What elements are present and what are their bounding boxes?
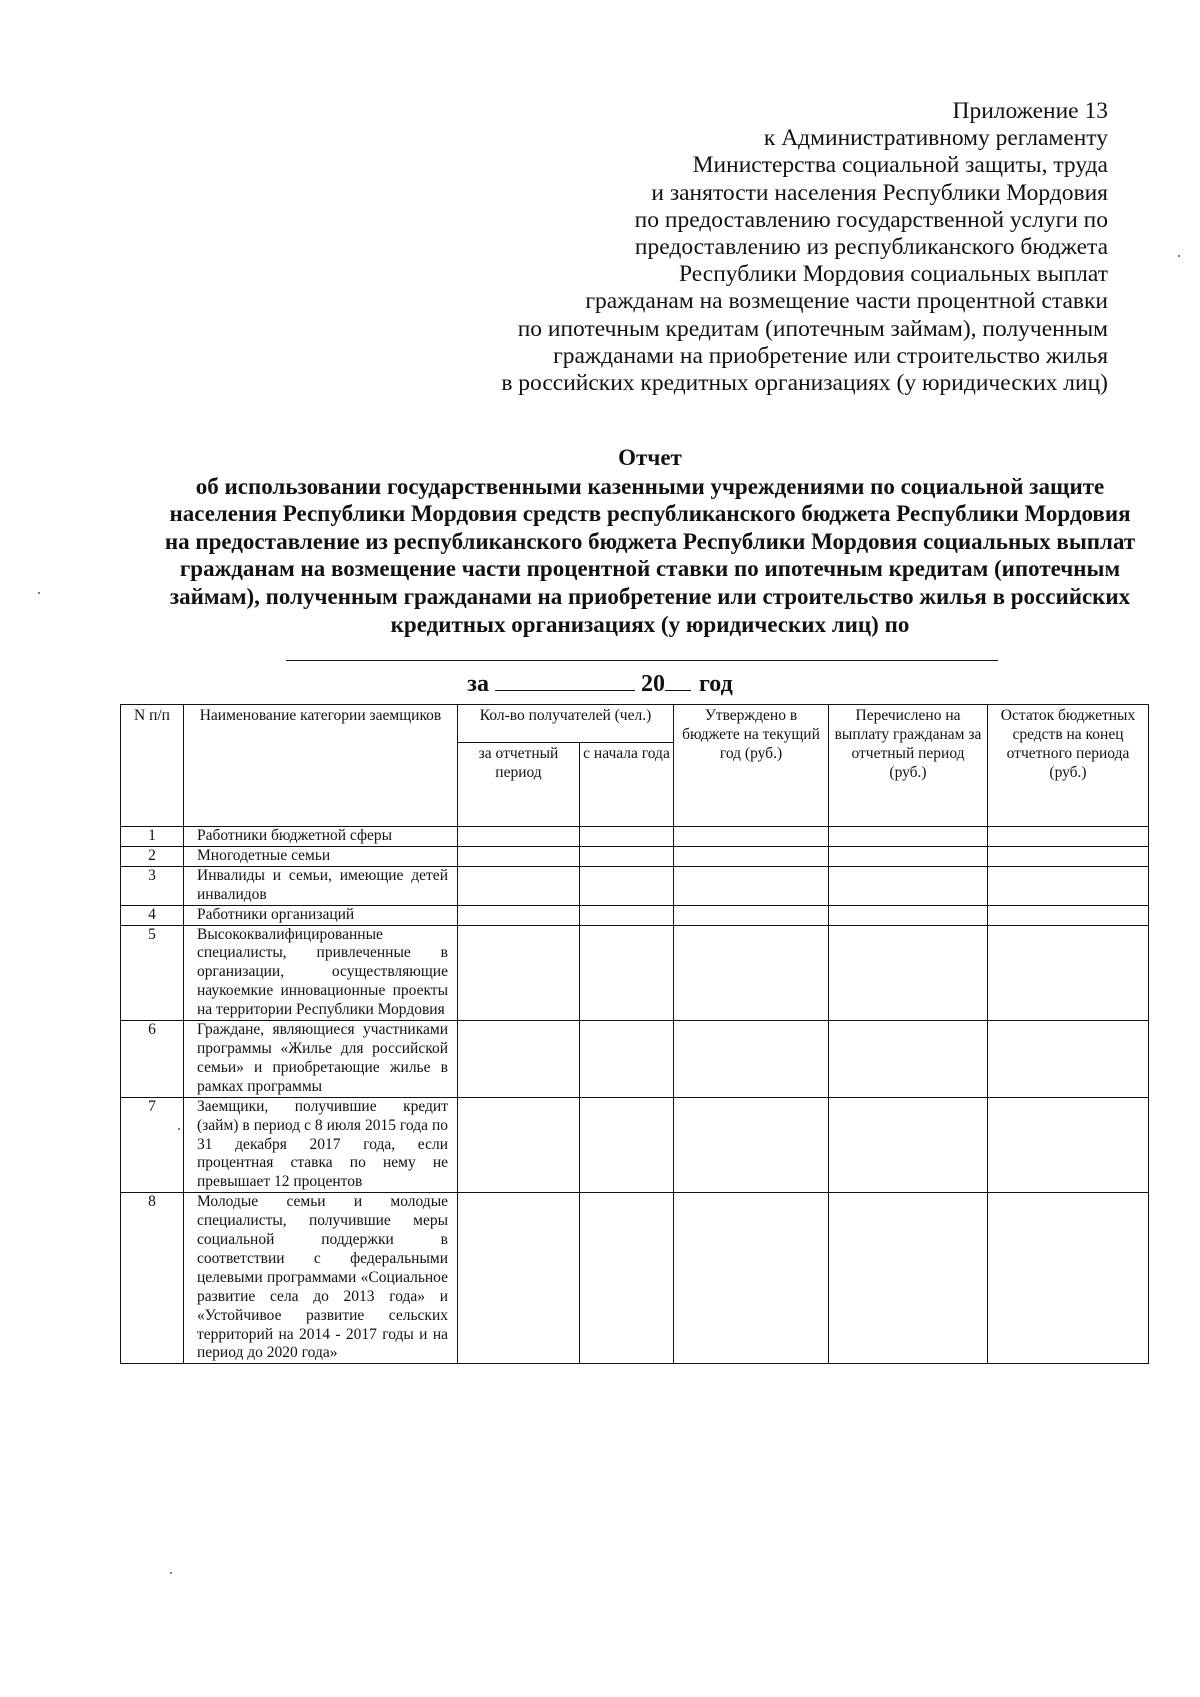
header-remainder: Остаток бюджетных средств на конец отчетного периода (руб.) — [988, 705, 1149, 827]
cell-approved[interactable] — [674, 1193, 829, 1364]
scan-speck — [1178, 255, 1180, 257]
row-category: Многодетные семьи — [184, 846, 458, 866]
cell-recipients-year[interactable] — [580, 846, 674, 866]
header-category: Наименование категории заемщиков — [184, 705, 458, 827]
appendix-line: Приложение 13 — [952, 98, 1108, 124]
header-transferred: Перечислено на выплату гражданам за отчетный период (руб.) — [829, 705, 988, 827]
cell-recipients-year[interactable] — [580, 866, 674, 905]
cell-recipients-year[interactable] — [580, 905, 674, 925]
cell-recipients-year[interactable] — [580, 827, 674, 847]
cell-transferred[interactable] — [829, 827, 988, 847]
row-number: 2 — [121, 846, 184, 866]
table-row — [121, 1097, 1149, 1193]
cell-remainder[interactable] — [988, 866, 1149, 905]
row-category: Работники организаций — [184, 905, 458, 925]
appendix-line: предоставлению из республиканского бюджета — [634, 234, 1108, 261]
report-subtitle-line: на предоставление из республиканского бюджета Республики Мордовия социальных выплат — [164, 528, 1136, 554]
row-category: Молодые семьи и молодые специалисты, получившие меры социальной поддержки в соответствии с федеральными целевыми программами «Социальное развитие села до 2013 года» и «Устойчивое развитие сельских территорий на 2014 - 2017 годы и на период до 2020 года» — [184, 1193, 458, 1364]
row-number: 4 — [121, 905, 184, 925]
cell-recipients-year[interactable] — [580, 1193, 674, 1364]
appendix-line: по ипотечным кредитам (ипотечным займам), полученным — [517, 315, 1108, 342]
cell-approved[interactable] — [674, 925, 829, 1021]
cell-approved[interactable] — [674, 1021, 829, 1098]
cell-recipients-year[interactable] — [580, 925, 674, 1021]
header-recipients: Кол-во получателей (чел.) — [458, 705, 674, 743]
appendix-line: к Административному регламенту — [763, 125, 1108, 152]
cell-approved[interactable] — [674, 827, 829, 847]
cell-approved[interactable] — [674, 905, 829, 925]
cell-recipients-period[interactable] — [458, 1193, 580, 1364]
appendix-line: в российских кредитных организациях (у юридических лиц) — [501, 370, 1108, 397]
cell-recipients-period[interactable] — [458, 1021, 580, 1098]
cell-recipients-period[interactable] — [458, 925, 580, 1021]
cell-transferred[interactable] — [829, 905, 988, 925]
appendix-line: и занятости населения Республики Мордовия — [651, 179, 1108, 206]
cell-transferred[interactable] — [829, 1021, 988, 1098]
report-subtitle-line: гражданам на возмещение части процентной ставки по ипотечным кредитам (ипотечным — [179, 556, 1121, 582]
row-number: 8 — [121, 1193, 184, 1364]
cell-approved[interactable] — [674, 866, 829, 905]
appendix-line: Республики Мордовия социальных выплат — [678, 261, 1108, 288]
row-category: Высококвалифицированные специалисты, привлеченные в организации, осуществляющие наукоемкие инновационные проекты на территории Республики Мордовия — [184, 925, 458, 1021]
scan-speck — [178, 1128, 180, 1130]
cell-recipients-year[interactable] — [580, 1021, 674, 1098]
cell-recipients-year[interactable] — [580, 1097, 674, 1193]
table-row — [121, 846, 1149, 866]
table-row — [121, 925, 1149, 1021]
cell-recipients-period[interactable] — [458, 905, 580, 925]
cell-transferred[interactable] — [829, 1193, 988, 1364]
cell-recipients-period[interactable] — [458, 846, 580, 866]
period-prefix: за — [467, 671, 489, 697]
cell-remainder[interactable] — [988, 925, 1149, 1021]
cell-remainder[interactable] — [988, 1097, 1149, 1193]
header-recipients-year: с начала года — [580, 743, 674, 827]
cell-transferred[interactable] — [829, 866, 988, 905]
row-category: Инвалиды и семьи, имеющие детей инвалидов — [184, 866, 458, 905]
cell-recipients-period[interactable] — [458, 1097, 580, 1193]
report-period-line — [0, 668, 1200, 699]
row-category: Заемщики, получившие кредит (займ) в период с 8 июля 2015 года по 31 декабря 2017 года, если процентная ставка по нему не превышает 12 процентов — [184, 1097, 458, 1193]
scan-speck — [38, 592, 40, 594]
row-number: 1 — [121, 827, 184, 847]
cell-approved[interactable] — [674, 1097, 829, 1193]
row-category: Работники бюджетной сферы — [184, 827, 458, 847]
report-subtitle-line: кредитных организациях (у юридических лиц) по — [390, 611, 910, 637]
report-subtitle-line: населения Республики Мордовия средств республиканского бюджета Республики Мордовия — [169, 501, 1131, 527]
row-number: 5 — [121, 925, 184, 1021]
period-year-prefix: 20 — [640, 671, 665, 697]
row-category: Граждане, являющиеся участниками программы «Жилье для российской семьи» и приобретающие жилье в рамках программы — [184, 1021, 458, 1098]
table-row — [121, 866, 1149, 905]
table-row — [121, 905, 1149, 925]
header-num: N п/п — [121, 705, 184, 827]
header-recipients-period: за отчетный период — [458, 743, 580, 827]
cell-remainder[interactable] — [988, 905, 1149, 925]
report-subtitle-line: об использовании государственными казенными учреждениями по социальной защите — [195, 473, 1105, 499]
report-title-block — [60, 444, 1200, 638]
appendix-line: Министерства социальной защиты, труда — [692, 152, 1108, 179]
appendix-line: гражданами на приобретение или строительство жилья — [553, 342, 1108, 369]
period-blank[interactable] — [495, 668, 635, 691]
table-row — [121, 827, 1149, 847]
cell-recipients-period[interactable] — [458, 866, 580, 905]
report-subtitle-line: займам), полученным гражданами на приобретение или строительство жилья в российских — [169, 583, 1131, 609]
appendix-line: по предоставлению государственной услуги по — [634, 206, 1108, 233]
cell-remainder[interactable] — [988, 827, 1149, 847]
row-number: 7 — [121, 1097, 184, 1193]
cell-transferred[interactable] — [829, 1097, 988, 1193]
row-number: 3 — [121, 866, 184, 905]
header-approved: Утверждено в бюджете на текущий год (руб.) — [674, 705, 829, 827]
cell-approved[interactable] — [674, 846, 829, 866]
table-row — [121, 1021, 1149, 1098]
report-title: Отчет — [618, 445, 682, 470]
table-row — [121, 1193, 1149, 1364]
year-blank[interactable] — [665, 668, 691, 691]
appendix-header — [388, 98, 1108, 397]
row-number: 6 — [121, 1021, 184, 1098]
cell-remainder[interactable] — [988, 1193, 1149, 1364]
cell-transferred[interactable] — [829, 846, 988, 866]
report-table — [120, 704, 1149, 1364]
cell-remainder[interactable] — [988, 846, 1149, 866]
cell-transferred[interactable] — [829, 925, 988, 1021]
appendix-line: гражданам на возмещение части процентной ставки — [585, 288, 1108, 315]
scan-speck — [170, 1572, 172, 1574]
cell-recipients-period[interactable] — [458, 827, 580, 847]
period-suffix: год — [698, 671, 733, 697]
cell-remainder[interactable] — [988, 1021, 1149, 1098]
institution-fill-line[interactable] — [286, 660, 998, 661]
